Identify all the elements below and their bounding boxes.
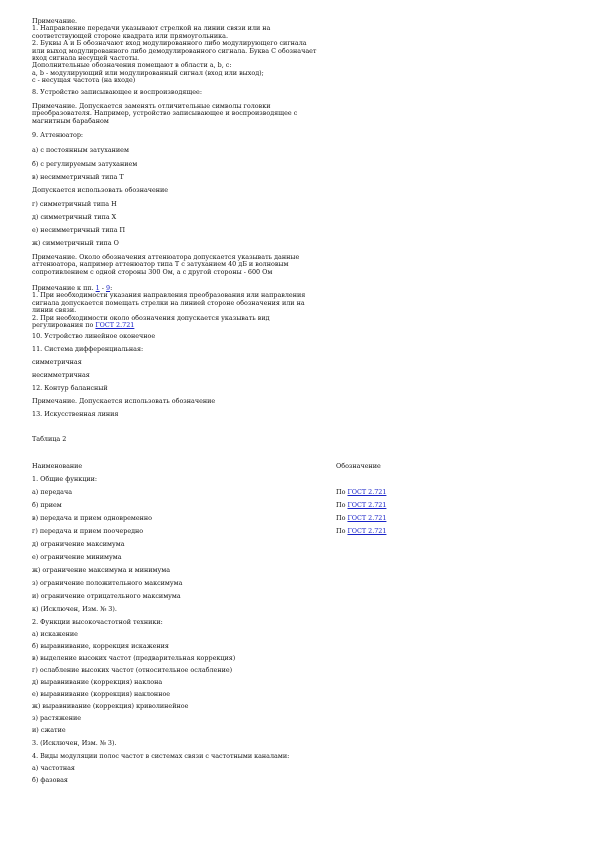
table-row: ж) выравнивание (коррекция) криволинейное [32,702,189,710]
item-9-note: Примечание. Около обозначения аттенюатора допускается указывать данные аттенюатора, например аттенюатор типа Т с затуханием 40 дБ и волновым сопротивлением с одной стороны 300 Ом, а с другой стороны - 600 Ом [32,253,300,276]
gost-link[interactable]: ГОСТ 2.721 [347,488,387,496]
table-row: д) ограничение максимума [32,540,125,548]
item-1-link[interactable]: 1 [95,284,100,292]
table-row: и) ограничение отрицательного максимума [32,592,181,600]
table-header-symbol: Обозначение [336,462,381,470]
table-row: а) искажение [32,630,78,638]
table-row: г) ослабление высоких частот (относительное ослабление) [32,666,233,674]
table-row: е) выравнивание (коррекция) наклонное [32,690,171,698]
table-row-reference: По ГОСТ 2.721 [336,488,387,496]
table-row: а) передача [32,488,73,496]
item-9-a: а) с постоянным затуханием [32,146,129,154]
gost-link[interactable]: ГОСТ 2.721 [347,527,387,535]
item-13: 13. Искусственная линия [32,410,119,418]
item-11-symmetric: симметричная [32,358,82,366]
item-10: 10. Устройство линейное оконечное [32,332,156,340]
item-9-allowed: Допускается использовать обозначение [32,186,169,194]
items-note-paragraph-2: 2. При необходимости около обозначения допускается указывать вид регулирования по ГОСТ 2.721 [32,313,270,329]
item-9-g: г) симметричный типа Н [32,200,117,208]
table-section-3: 3. (Исключен, Изм. № 3). [32,739,117,747]
item-9-heading: 9. Аттенюатор: [32,131,84,139]
item-9-b: б) с регулируемым затуханием [32,160,138,168]
table-row-reference: По ГОСТ 2.721 [336,527,387,535]
note-title: Примечание. [32,17,78,25]
table-row: б) выравнивание, коррекция искажения [32,642,169,650]
table-section-1: 1. Общие функции: [32,475,98,483]
item-8-note: Примечание. Допускается заменять отличительные символы головки преобразователя. Например, устройство записывающее и воспроизводящее с магнитным барабаном [32,102,298,125]
table-row: в) выделение высоких частот (предварительная коррекция) [32,654,236,662]
note-paragraph-4: a, b - модулирующий или модулированный сигнал (вход или выход); [32,68,264,77]
item-9-d: д) симметричный типа Х [32,213,117,221]
table-row: г) передача и прием поочередно [32,527,144,535]
item-8-heading: 8. Устройство записывающее и воспроизводящее: [32,88,202,96]
note-paragraph-3: Дополнительные обозначения помещают в области a, b, c: [32,61,232,70]
table-header-name: Наименование [32,462,83,470]
item-9-link[interactable]: 9 [105,284,111,292]
table-row: а) частотная [32,764,75,772]
table-row: б) фазовая [32,776,68,784]
note-paragraph-1: 1. Направление передачи указывают стрелкой на линии связи или на соответствующей стороне квадрата или прямоугольника. [32,24,271,40]
table-row: в) передача и прием одновременно [32,514,153,522]
gost-link[interactable]: ГОСТ 2.721 [347,501,387,509]
item-9-zh: ж) симметричный типа О [32,239,119,247]
table-row: б) прием [32,501,62,509]
note-paragraph-2: 2. Буквы А и Б обозначают вход модулированного либо модулирующего сигнала или выход модулированного либо демодулированного сигнала. Буква С обозначает вход сигнала несущей частоты. [32,39,317,62]
item-12-note: Примечание. Допускается использовать обозначение [32,397,216,405]
table-row: з) ограничение положительного максимума [32,579,183,587]
table-row: к) (Исключен, Изм. № 3). [32,605,117,613]
item-9-v: в) несимметричный типа Т [32,173,124,181]
table-row: и) сжатие [32,726,66,734]
table-section-4: 4. Виды модуляции полос частот в системах связи с частотными каналами: [32,752,290,760]
table-row: ж) ограничение максимума и минимума [32,566,171,574]
table-row: д) выравнивание (коррекция) наклона [32,678,163,686]
item-11-heading: 11. Система дифференциальная: [32,345,144,353]
item-9-e: е) несимметричный типа П [32,226,126,234]
table-row-reference: По ГОСТ 2.721 [336,501,387,509]
table-row-reference: По ГОСТ 2.721 [336,514,387,522]
items-note-paragraph-1: 1. При необходимости указания направления преобразования или направления сигнала допускается помещать стрелки на линией стороне обозначения или на линии связи. [32,291,306,315]
gost-link[interactable]: ГОСТ 2.721 [347,514,387,522]
table-section-2: 2. Функции высокочастотной техники: [32,618,163,626]
item-11-nonsymmetric: несимметричная [32,371,90,379]
table-row: е) ограничение минимума [32,553,122,561]
gost-link[interactable]: ГОСТ 2.721 [95,321,135,329]
table-row: з) растяжение [32,714,82,722]
items-note-title: Примечание к пп. 1 - 9: [32,284,113,292]
table-caption: Таблица 2 [32,435,67,443]
note-paragraph-5: c - несущая частота (на входе) [32,76,136,85]
item-12: 12. Контур балансный [32,384,108,392]
